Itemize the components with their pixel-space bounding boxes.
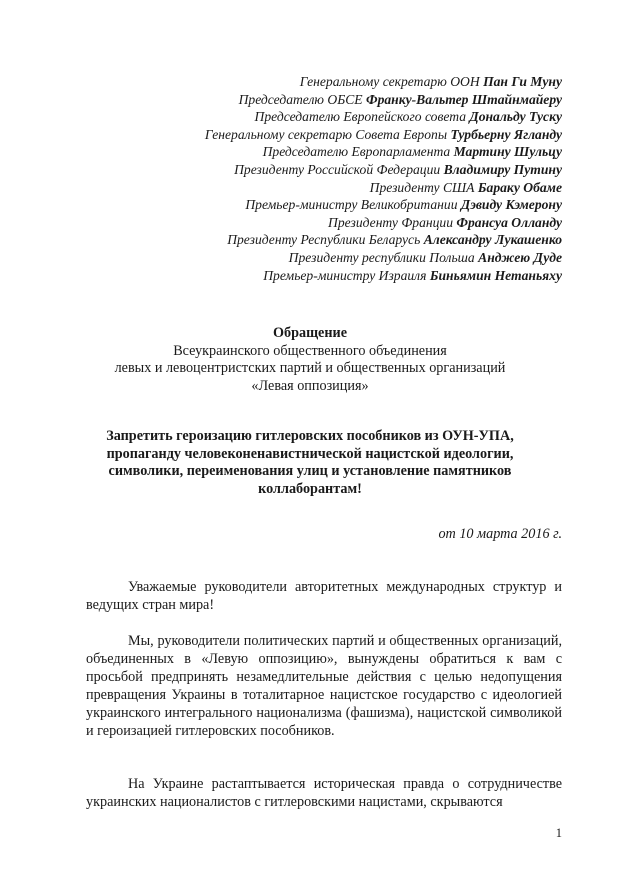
addressee-title: Премьер-министру Великобритании xyxy=(245,197,458,213)
addressee-name: Владимиру Путину xyxy=(443,161,562,177)
addressee-name: Анджею Дуде xyxy=(478,249,562,265)
page-number: 1 xyxy=(555,826,562,840)
addressee-row xyxy=(82,196,562,214)
addressee-row xyxy=(82,108,562,126)
addressee-title: Президенту США xyxy=(369,179,475,195)
appeal-subtitle-line: «Левая оппозиция» xyxy=(251,377,369,394)
addressee-row xyxy=(82,161,562,179)
demand-line: Запретить героизацию гитлеровских пособников из ОУН-УПА, xyxy=(106,428,514,444)
demand-line: пропаганду человеконенавистнической нацистской идеологии, xyxy=(106,445,514,462)
addressee-name: Франсуа Олланду xyxy=(456,214,562,230)
appeal-subtitle-line: Всеукраинского общественного объединения xyxy=(173,342,447,359)
greeting-paragraph: Уважаемые руководители авторитетных международных структур и ведущих стран мира! xyxy=(86,579,562,613)
demand-line: символики, переименования улиц и установление памятников xyxy=(108,463,512,480)
addressee-row xyxy=(82,143,562,161)
addressee-list xyxy=(82,73,562,284)
appeal-title-block xyxy=(60,325,560,395)
addressee-title: Президенту Франции xyxy=(328,214,454,230)
addressee-name: Франку-Вальтер Штайнмайеру xyxy=(366,91,562,107)
addressee-title: Председателю Европейского совета xyxy=(254,109,466,125)
addressee-title: Премьер-министру Израиля xyxy=(263,267,427,283)
body-paragraph: Мы, руководители политических партий и общественных организаций, объединенных в «Левую оппозицию», вынуждены обратиться к вам с просьбой предпринять незамедлительные действия с целью недопущения превращения Украины в тоталитарное нацистское государство с идеологией украинского интегрального национализма (фашизма), нацистской символикой и героизацией гитлеровских пособников. xyxy=(86,633,562,739)
addressee-row xyxy=(82,214,562,232)
addressee-row xyxy=(82,231,562,249)
addressee-title: Генеральному секретарю ООН xyxy=(299,74,480,89)
addressee-title: Президенту Республики Беларусь xyxy=(227,232,421,248)
document-date: от 10 марта 2016 г. xyxy=(438,526,562,542)
addressee-row xyxy=(82,126,562,144)
addressee-name: Мартину Шульцу xyxy=(453,144,562,160)
addressee-row xyxy=(82,249,562,267)
addressee-title: Генеральному секретарю Совета Европы xyxy=(204,126,448,142)
appeal-heading: Обращение xyxy=(272,325,348,341)
addressee-name: Бараку Обаме xyxy=(477,179,562,195)
addressee-name: Дональду Туску xyxy=(469,109,562,125)
demand-block xyxy=(60,428,560,498)
addressee-title: Председателю Европарламента xyxy=(262,144,451,160)
addressee-name: Александру Лукашенко xyxy=(423,232,562,248)
addressee-row xyxy=(82,73,562,91)
addressee-name: Пан Ги Муну xyxy=(483,74,562,89)
addressee-title: Президенту республики Польша xyxy=(288,249,475,265)
addressee-row xyxy=(82,179,562,197)
demand-line: коллаборантам! xyxy=(258,480,362,497)
addressee-name: Биньямин Нетаньяху xyxy=(429,267,562,283)
addressee-name: Турбьерну Ягланду xyxy=(450,126,562,142)
addressee-title: Президенту Российской Федерации xyxy=(234,161,441,177)
appeal-subtitle-line: левых и левоцентристских партий и общественных организаций xyxy=(114,360,506,377)
addressee-row xyxy=(82,267,562,285)
addressee-row xyxy=(82,91,562,109)
addressee-title: Председателю ОБСЕ xyxy=(238,91,363,107)
addressee-name: Дэвиду Кэмерону xyxy=(460,197,562,213)
body-paragraph: На Украине растаптывается историческая правда о сотрудничестве украинских националистов с гитлеровскими нацистами, скрываются xyxy=(86,776,562,810)
